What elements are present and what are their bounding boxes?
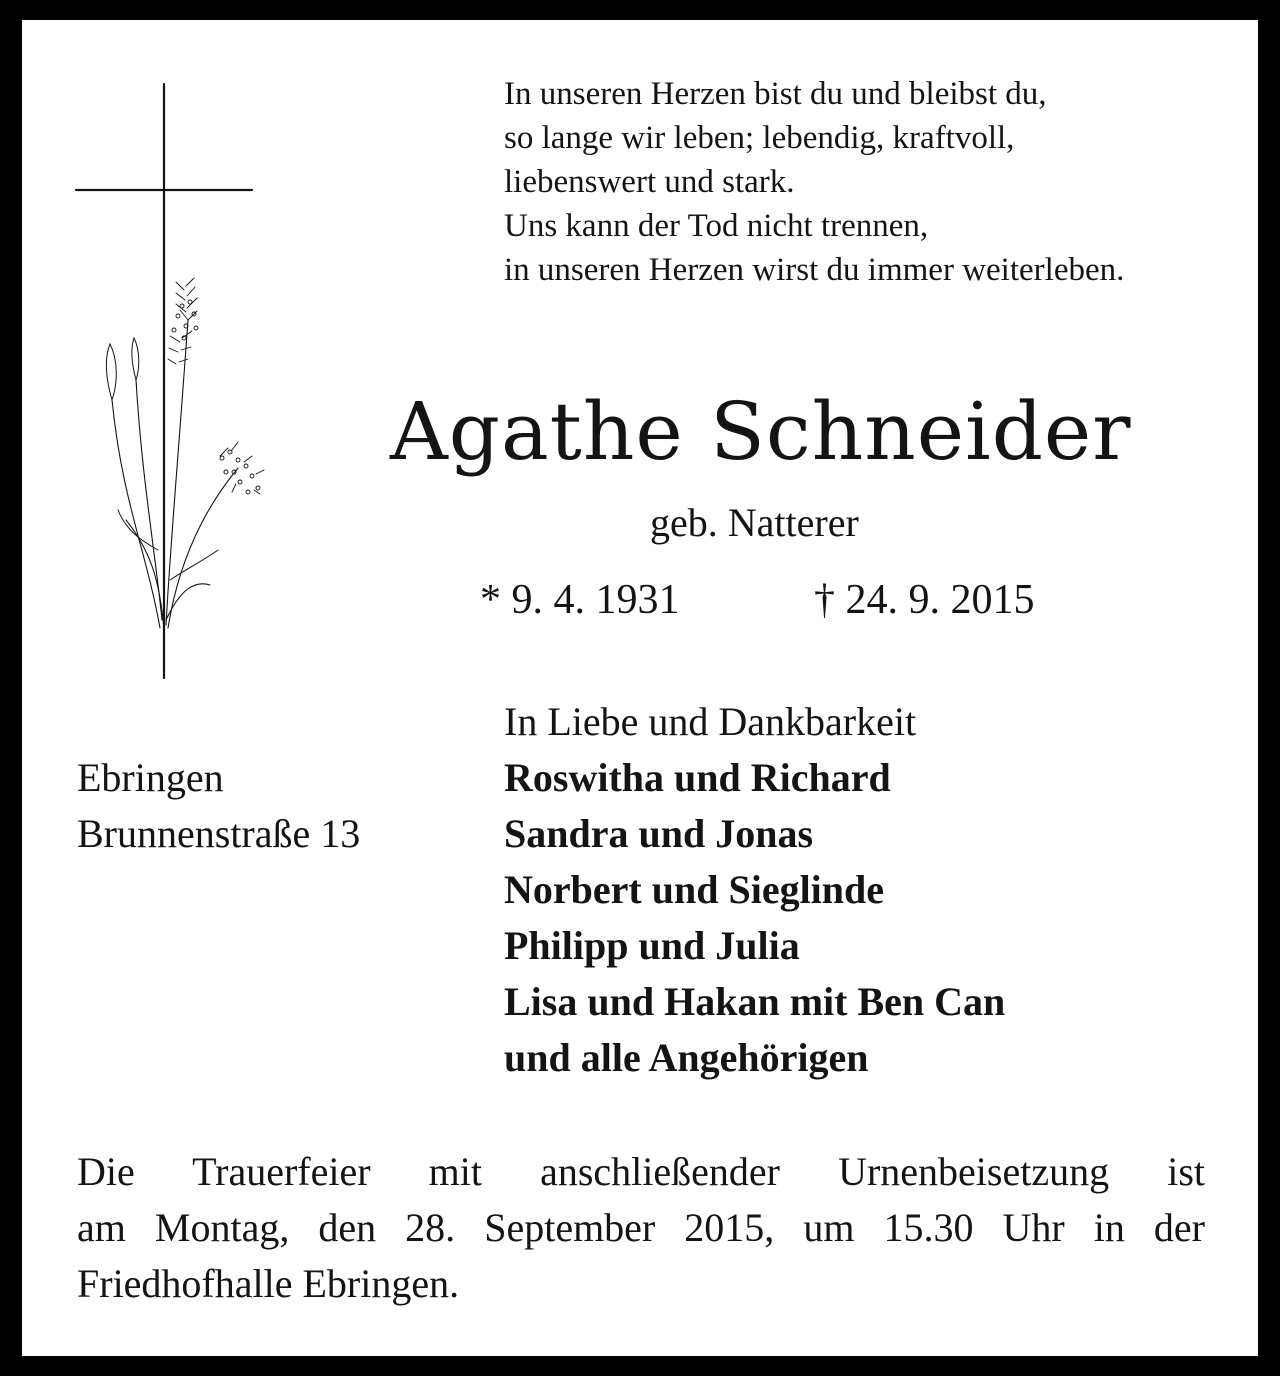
verse-line: liebenswert und stark. <box>504 164 795 200</box>
verse-line: In unseren Herzen bist du und bleibst du, <box>504 76 1047 112</box>
funeral-line: Friedhofhalle Ebringen. <box>77 1261 460 1306</box>
address-block <box>77 750 360 862</box>
mourners-intro: In Liebe und Dankbarkeit <box>504 699 917 744</box>
obituary-card <box>22 20 1258 1356</box>
address-town: Ebringen <box>77 755 224 800</box>
address-street: Brunnenstraße 13 <box>77 811 361 856</box>
verse-line: in unseren Herzen wirst du immer weiterleben. <box>504 252 1125 288</box>
death-date: † 24. 9. 2015 <box>814 577 1035 623</box>
verse-line: so lange wir leben; lebendig, kraftvoll, <box>504 120 1015 156</box>
mourner-line: Lisa und Hakan mit Ben Can <box>504 979 1006 1024</box>
mourner-line: Norbert und Sieglinde <box>504 867 885 912</box>
funeral-notice <box>77 1144 1205 1312</box>
birth-date: * 9. 4. 1931 <box>480 577 680 623</box>
mourners-block <box>504 694 1005 1086</box>
funeral-line: am Montag, den 28. September 2015, um 15.30 Uhr in der <box>77 1205 1205 1250</box>
funeral-line: Die Trauerfeier mit anschließender Urnenbeisetzung ist <box>77 1149 1205 1194</box>
mourner-line: und alle Angehörigen <box>504 1035 869 1080</box>
mourner-line: Roswitha und Richard <box>504 755 891 800</box>
memorial-verse <box>504 72 1124 292</box>
mourner-line: Sandra und Jonas <box>504 811 814 856</box>
deceased-name: Agathe Schneider <box>390 385 1132 478</box>
mourner-line: Philipp und Julia <box>504 923 800 968</box>
verse-line: Uns kann der Tod nicht trennen, <box>504 208 929 244</box>
maiden-name: geb. Natterer <box>650 500 859 545</box>
